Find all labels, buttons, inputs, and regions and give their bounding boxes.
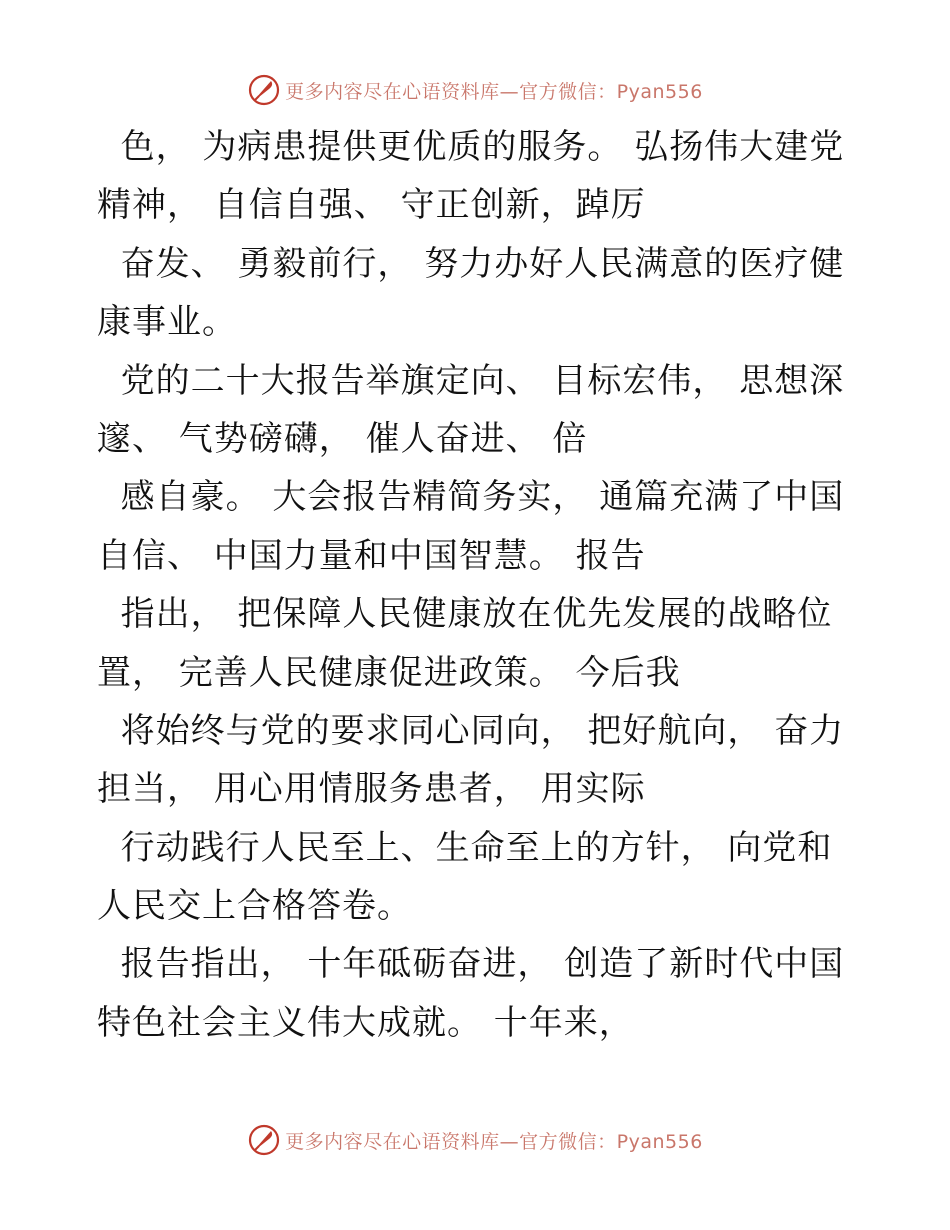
- watermark-text: 更多内容尽在心语资料库—官方微信：Pyan556: [285, 1130, 703, 1153]
- feather-pen-logo-icon: [247, 1123, 281, 1157]
- text-line: 康事业。: [97, 302, 237, 343]
- text-line: 特色社会主义伟大成就。 十年来，: [97, 1002, 634, 1043]
- text-line: 人民交上合格答卷。: [97, 886, 412, 927]
- text-line: 奋发、 勇毅前行， 努力办好人民满意的医疗健: [97, 243, 845, 284]
- text-line: 邃、 气势磅礴， 催人奋进、 倍: [97, 418, 588, 459]
- text-line: 行动践行人民至上、生命至上的方针， 向党和: [97, 827, 833, 868]
- header-watermark: [0, 70, 950, 110]
- text-line: 色， 为病患提供更优质的服务。 弘扬伟大建党: [97, 127, 845, 167]
- feather-pen-logo-icon: [247, 73, 281, 107]
- text-line: 精神， 自信自强、 守正创新，踔厉: [97, 185, 646, 226]
- footer-watermark: [0, 1120, 950, 1160]
- text-line: 感自豪。 大会报告精简务实， 通篇充满了中国: [97, 477, 845, 518]
- text-line: 报告指出， 十年砥砺奋进， 创造了新时代中国: [97, 944, 845, 985]
- text-line: 将始终与党的要求同心同向， 把好航向， 奋力: [97, 710, 845, 751]
- document-body: [97, 118, 857, 1052]
- text-line: 置， 完善人民健康促进政策。 今后我: [97, 652, 681, 693]
- text-line: 指出， 把保障人民健康放在优先发展的战略位: [97, 594, 833, 635]
- text-line: 担当， 用心用情服务患者， 用实际: [97, 769, 646, 810]
- text-line: 党的二十大报告举旗定向、 目标宏伟， 思想深: [97, 360, 845, 401]
- watermark-text: 更多内容尽在心语资料库—官方微信：Pyan556: [285, 80, 703, 103]
- text-line: 自信、 中国力量和中国智慧。 报告: [97, 535, 646, 576]
